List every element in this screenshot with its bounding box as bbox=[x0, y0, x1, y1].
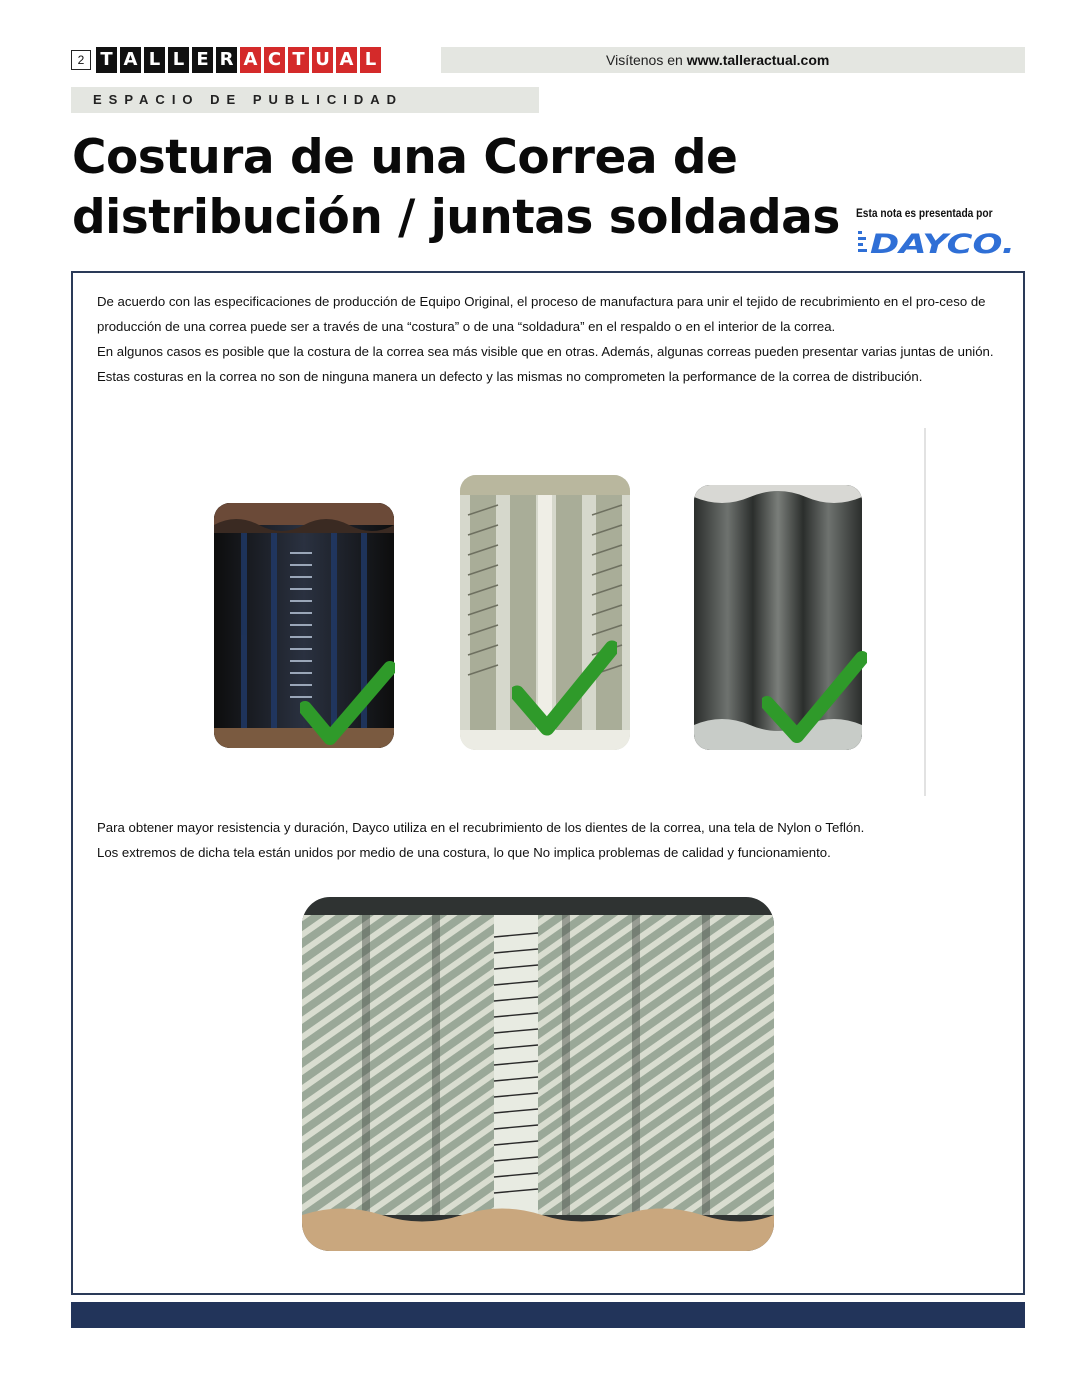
visit-prefix: Visítenos en bbox=[606, 52, 687, 68]
dayco-wordmark: DAYCO. bbox=[870, 229, 1015, 257]
check-icon bbox=[512, 638, 617, 738]
logo-letter: T bbox=[96, 47, 117, 73]
logo-letter: A bbox=[336, 47, 357, 73]
seam-closeup-photo bbox=[302, 897, 774, 1251]
page-number: 2 bbox=[71, 50, 91, 70]
closing-text bbox=[97, 815, 997, 865]
logo-letter: R bbox=[216, 47, 237, 73]
logo-letter: A bbox=[240, 47, 261, 73]
logo-letter: U bbox=[312, 47, 333, 73]
intro-text bbox=[97, 289, 997, 389]
logo-letter: T bbox=[288, 47, 309, 73]
footer-bar bbox=[71, 1302, 1025, 1328]
page-title bbox=[72, 128, 862, 248]
paragraph: En algunos casos es posible que la costura de la correa sea más visible que en otras. Además, algunas correas pueden presentar varias juntas de unión. bbox=[97, 344, 994, 359]
section-label: ESPACIO DE PUBLICIDAD bbox=[71, 87, 539, 113]
header-bar bbox=[441, 47, 1025, 73]
logo-letter: C bbox=[264, 47, 285, 73]
website-link[interactable]: www.talleractual.com bbox=[686, 52, 830, 68]
dayco-logo bbox=[858, 225, 1018, 257]
image-edge-divider bbox=[924, 428, 926, 796]
page-header bbox=[71, 47, 1025, 73]
title-line-2: distribución / juntas soldadas bbox=[72, 190, 840, 245]
check-icon bbox=[762, 648, 867, 743]
logo-letter: L bbox=[168, 47, 189, 73]
logo-letter: L bbox=[360, 47, 381, 73]
check-icon bbox=[300, 658, 395, 748]
logo-letter: L bbox=[144, 47, 165, 73]
title-line-1: Costura de una Correa de bbox=[72, 130, 738, 185]
taller-actual-logo bbox=[96, 47, 381, 73]
logo-letter: E bbox=[192, 47, 213, 73]
paragraph: Estas costuras en la correa no son de ninguna manera un defecto y las mismas no comprometen la performance de la correa de distribución. bbox=[97, 369, 923, 384]
belt-photos-row bbox=[172, 428, 927, 796]
paragraph: Los extremos de dicha tela están unidos por medio de una costura, lo que No implica problemas de calidad y funcionamiento. bbox=[97, 845, 831, 860]
sponsor-caption: Esta nota es presentada por bbox=[856, 206, 993, 220]
paragraph: Para obtener mayor resistencia y duración, Dayco utiliza en el recubrimiento de los dientes de la correa, una tela de Nylon o Teflón. bbox=[97, 820, 865, 835]
paragraph: De acuerdo con las especificaciones de producción de Equipo Original, el proceso de manufactura para unir el tejido de recubrimiento en el pro-ceso de producción de una correa puede ser a través de una “costura” o de una “soldadura” en el respaldo o en el interior de la correa. bbox=[97, 294, 986, 334]
logo-letter: A bbox=[120, 47, 141, 73]
